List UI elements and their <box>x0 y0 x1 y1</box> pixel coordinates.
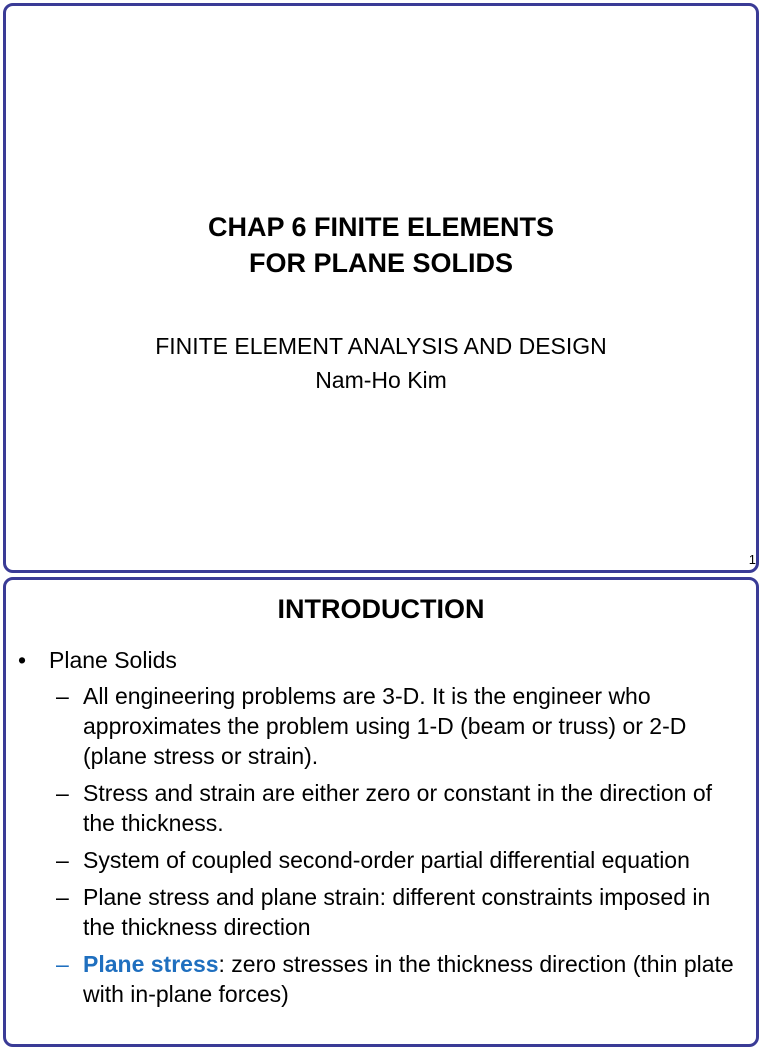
title-slide <box>3 3 759 573</box>
course-name: FINITE ELEMENT ANALYSIS AND DESIGN <box>155 333 607 359</box>
sub-bullet-item <box>56 882 746 942</box>
bullet-text: Plane Solids <box>49 647 177 673</box>
introduction-slide <box>3 577 759 1047</box>
section-title: INTRODUCTION <box>277 594 485 624</box>
sub-bullet-text: All engineering problems are 3-D. It is the engineer who approximates the problem using 1-D (beam or truss) or 2-D (plane stress or strain). <box>83 683 687 769</box>
sub-bullet-item-plane-stress <box>56 949 746 1009</box>
sub-bullet-text: System of coupled second-order partial differential equation <box>83 847 690 873</box>
term-plane-stress: Plane stress <box>83 951 219 977</box>
sub-bullet-text: Plane stress and plane strain: different constraints imposed in the thickness direction <box>83 884 711 940</box>
sub-bullet-list <box>56 681 746 1016</box>
bullet-marker: • <box>18 647 27 673</box>
author-name: Nam-Ho Kim <box>315 367 447 393</box>
dash-marker: – <box>56 884 69 910</box>
title-line-2: FOR PLANE SOLIDS <box>248 248 513 278</box>
sub-bullet-item <box>56 845 746 875</box>
sub-bullet-item <box>56 681 746 771</box>
plane-stress-definition: : zero stresses in the thickness direction (thin plate with in-plane forces) <box>83 951 734 1007</box>
dash-marker: – <box>56 780 69 806</box>
slide-subtitle <box>6 329 756 397</box>
slide-title <box>6 209 756 281</box>
dash-marker: – <box>56 951 69 977</box>
dash-marker: – <box>56 847 69 873</box>
sub-bullet-item <box>56 778 746 838</box>
sub-bullet-text: Stress and strain are either zero or constant in the direction of the thickness. <box>83 780 712 836</box>
page-number: 1 <box>748 552 756 567</box>
title-line-1: CHAP 6 FINITE ELEMENTS <box>207 212 555 242</box>
dash-marker: – <box>56 683 69 709</box>
